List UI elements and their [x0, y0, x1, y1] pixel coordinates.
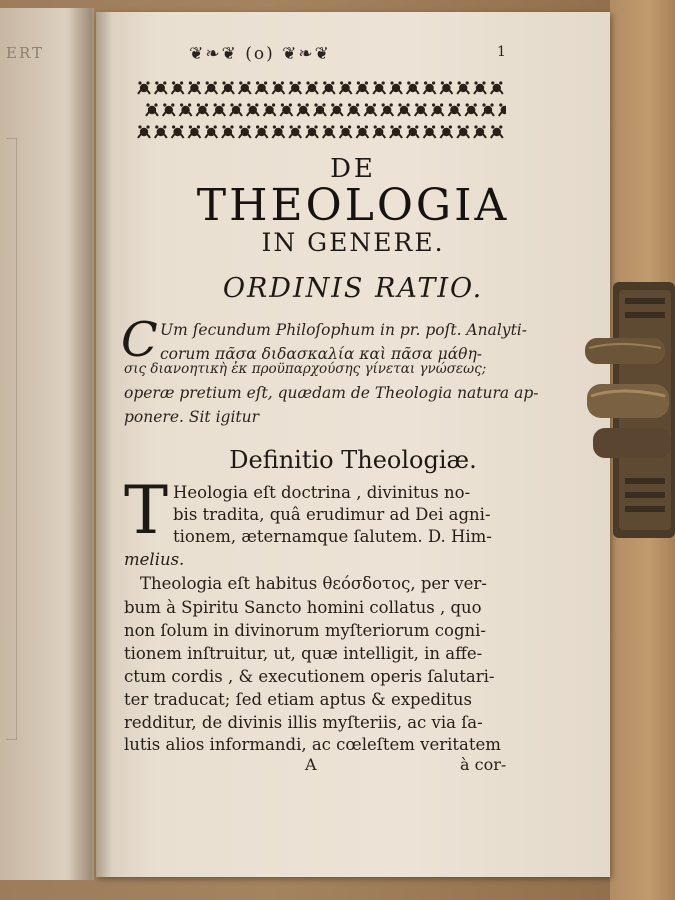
intro-line: operæ pretium eſt, quædam de Theologia natura ap- — [124, 384, 539, 402]
left-page — [0, 8, 94, 880]
ornament-glyph — [440, 81, 452, 94]
ornament-glyph — [356, 81, 368, 94]
ornament-glyph — [247, 103, 259, 116]
body-line: tionem, æternamque ſalutem. D. Him- — [173, 527, 492, 546]
ornament-glyph — [448, 103, 460, 116]
ornament-glyph — [390, 81, 402, 94]
ornament-glyph — [457, 125, 469, 138]
ornament-glyph — [306, 81, 318, 94]
ornament-glyph — [364, 103, 376, 116]
ornament-glyph — [474, 125, 486, 138]
ornament-glyph — [398, 103, 410, 116]
ornament-glyph — [348, 103, 360, 116]
left-page-header-text: ERT — [6, 44, 44, 62]
ornament-glyph — [373, 81, 385, 94]
ornament-glyph — [180, 103, 192, 116]
ornament-glyph — [289, 81, 301, 94]
ornament-glyph — [499, 103, 506, 116]
ornament-glyph — [256, 125, 268, 138]
ornament-glyph — [138, 81, 150, 94]
ornament-glyph — [415, 103, 427, 116]
body-line: Theologia eſt habitus θεόσδοτος, per ver- — [140, 574, 487, 593]
ornament-glyph — [188, 125, 200, 138]
ornament-glyph — [407, 81, 419, 94]
ornament-glyph — [440, 125, 452, 138]
ornament-glyph — [163, 103, 175, 116]
title-main: THEOLOGIA — [196, 180, 510, 231]
ornament-glyph — [432, 103, 444, 116]
ornament-glyph — [146, 103, 158, 116]
ornament-glyph — [205, 125, 217, 138]
ornament-glyph — [239, 81, 251, 94]
left-page-frame — [6, 138, 17, 740]
ornament-glyph — [222, 81, 234, 94]
ornament-glyph — [314, 103, 326, 116]
ornament-glyph — [323, 125, 335, 138]
ornament-glyph — [465, 103, 477, 116]
ornament-glyph — [155, 81, 167, 94]
body-line: melius. — [124, 550, 185, 569]
ornament-glyph — [356, 125, 368, 138]
ornament-right: ❦❧❦ — [282, 44, 331, 64]
ornament-glyph — [424, 125, 436, 138]
body-line: bum à Spiritu Sancto homini collatus , quo — [124, 598, 482, 617]
ornament-glyph — [289, 125, 301, 138]
page-edge-shadow — [96, 12, 112, 877]
section-title: ORDINIS RATIO. — [222, 273, 484, 304]
ornament-glyph — [138, 125, 150, 138]
body-line: ter traducat; ſed etiam aptus & expeditus — [124, 690, 472, 709]
running-head — [130, 44, 390, 64]
ornament-glyph — [491, 125, 503, 138]
body-line: ctum cordis , & executionem operis ſalutari- — [124, 667, 495, 686]
ornament-glyph — [340, 81, 352, 94]
ornament-glyph — [340, 125, 352, 138]
ornament-glyph — [280, 103, 292, 116]
body-line: non ſolum in divinorum myſteriorum cogni- — [124, 621, 487, 640]
intro-line: ponere. Sit igitur — [124, 408, 260, 426]
ornament-glyph — [172, 125, 184, 138]
book-clasp — [585, 278, 675, 542]
body-line: Heologia eſt doctrina , divinitus no- — [173, 483, 471, 502]
ornament-glyph — [323, 81, 335, 94]
intro-line: Um ſecundum Philoſophum in pr. poſt. Analyti- — [160, 321, 527, 339]
title-de: DE — [330, 154, 376, 184]
ornament-glyph — [407, 125, 419, 138]
ornament-glyph — [155, 125, 167, 138]
ornament-glyph — [196, 103, 208, 116]
drop-cap-c: C — [121, 312, 158, 368]
page-number: 1 — [497, 44, 506, 60]
ornament-glyph — [457, 81, 469, 94]
ornament-glyph — [297, 103, 309, 116]
ornament-glyph — [213, 103, 225, 116]
ornament-glyph — [390, 125, 402, 138]
intro-line: σις διανοητικὴ ἐκ προϋπαρχούσης γίνεται γνώσεως; — [124, 361, 487, 377]
ornament-left: ❦❧❦ — [189, 44, 238, 64]
ornament-glyph — [306, 125, 318, 138]
ornament-glyph — [424, 81, 436, 94]
ornament-glyph — [256, 81, 268, 94]
ornament-glyph — [272, 125, 284, 138]
ornament-glyph — [205, 81, 217, 94]
definition-title: Definitio Theologiæ. — [229, 446, 477, 474]
ornament-glyph — [474, 81, 486, 94]
ornament-glyph — [172, 81, 184, 94]
intro-line: corum πᾶσα διδασκαλία καὶ πᾶσα μάθη- — [160, 345, 483, 363]
ornament-glyph — [230, 103, 242, 116]
body-line: bis tradita, quâ erudimur ad Dei agni- — [173, 505, 491, 524]
running-head-text: (o) — [245, 44, 275, 64]
ornament-band — [134, 76, 506, 146]
title-sub: IN GENERE. — [261, 228, 445, 257]
ornament-glyph — [264, 103, 276, 116]
drop-cap-t: T — [124, 472, 169, 549]
ornament-glyph — [188, 81, 200, 94]
body-line: lutis alios informandi, ac cœleſtem veritatem — [124, 735, 501, 754]
gutter-shadow — [68, 8, 92, 880]
ornament-glyph — [239, 125, 251, 138]
catchword: à cor- — [460, 755, 507, 774]
body-line: redditur, de divinis illis myſteriis, ac via ſa- — [124, 713, 483, 732]
ornament-glyph — [331, 103, 343, 116]
ornament-glyph — [491, 81, 503, 94]
ornament-glyph — [272, 81, 284, 94]
ornament-glyph — [381, 103, 393, 116]
ornament-glyph — [373, 125, 385, 138]
ornament-glyph — [482, 103, 494, 116]
signature-mark: A — [305, 755, 317, 774]
body-line: tionem inſtruitur, ut, quæ intelligit, in affe- — [124, 644, 483, 663]
ornament-glyph — [222, 125, 234, 138]
